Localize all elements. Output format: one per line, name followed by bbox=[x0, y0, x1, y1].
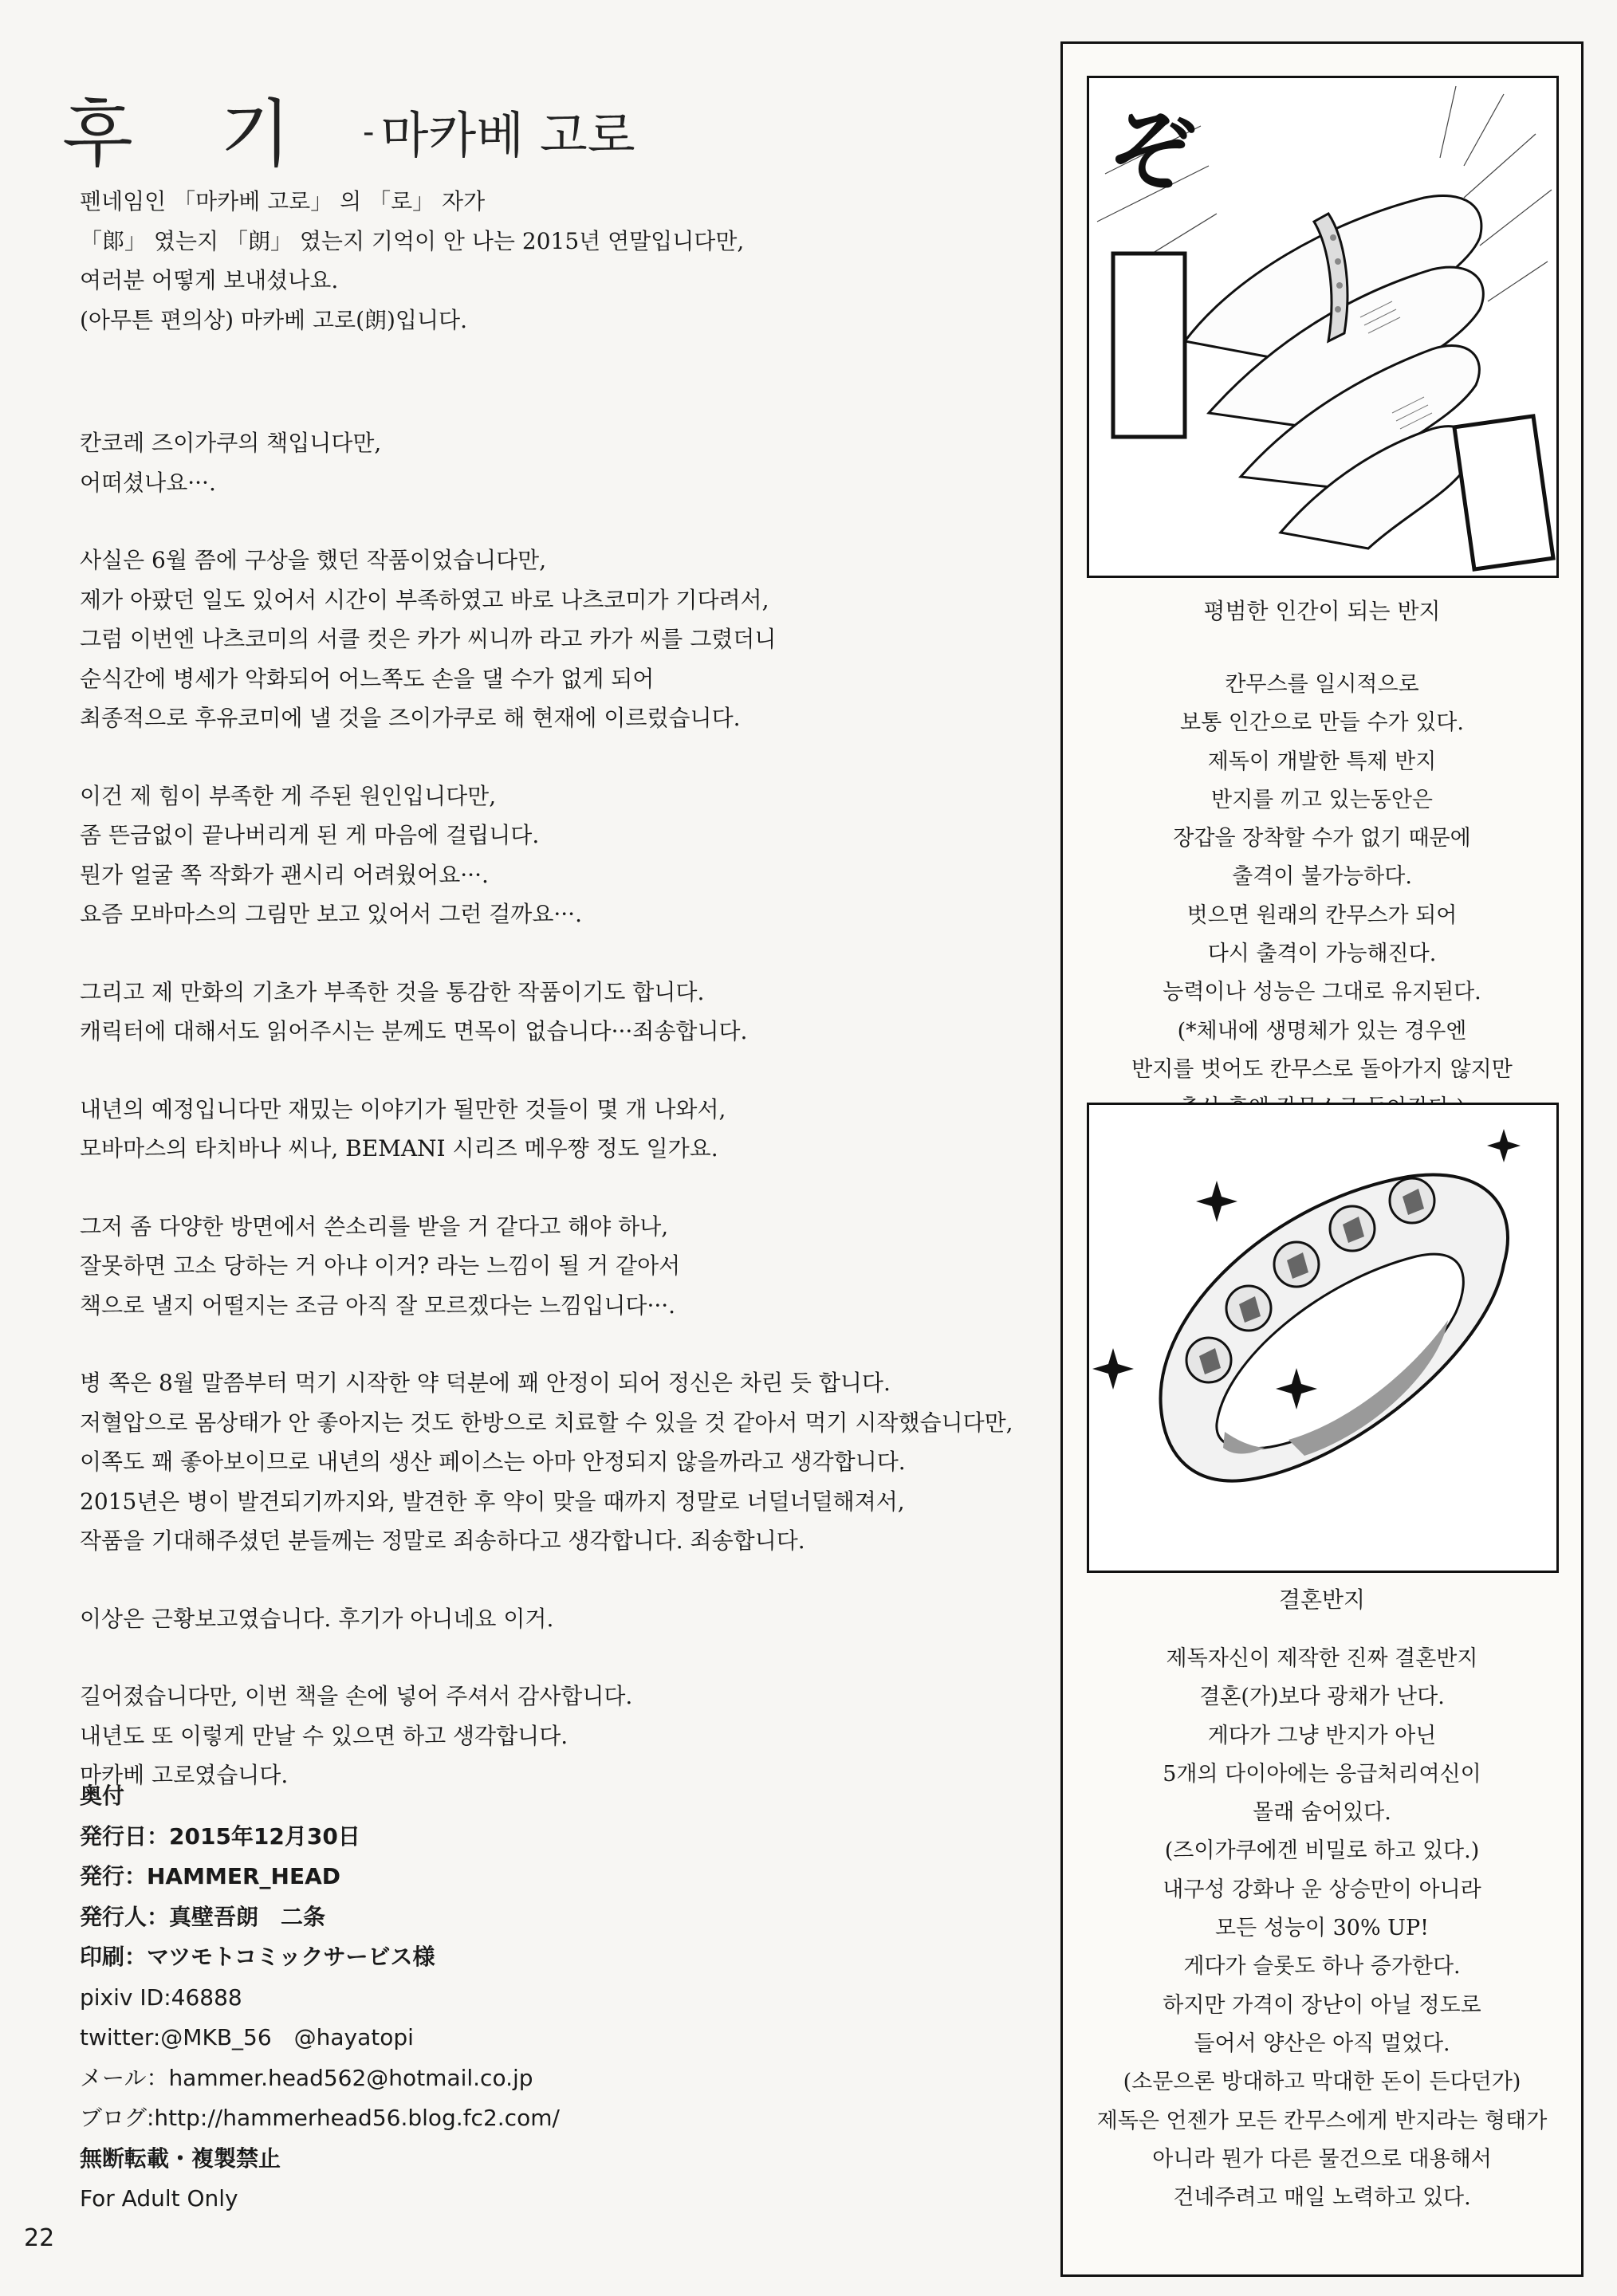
text-line: (소문으론 방대하고 막대한 돈이 든다던가) bbox=[1123, 2070, 1521, 2095]
right-column-frame bbox=[1060, 41, 1584, 2277]
colophon-publisher: 発行：HAMMER_HEAD bbox=[80, 1863, 340, 1889]
text-line: 좀 뜬금없이 끝나버리게 된 게 마음에 걸립니다. bbox=[80, 822, 540, 848]
paragraph bbox=[80, 541, 1021, 738]
paragraph bbox=[80, 1363, 1021, 1561]
paragraph bbox=[80, 1207, 1021, 1326]
text-line: 다시 출격이 가능해진다. bbox=[1207, 942, 1437, 967]
text-line: 칸코레 즈이가쿠의 책입니다만, bbox=[80, 430, 382, 456]
page-number: 22 bbox=[24, 2224, 55, 2252]
author-signature: - 마카베 고로 bbox=[363, 106, 635, 164]
colophon-heading: 奥付 bbox=[80, 1783, 125, 1809]
text-line: 캐릭터에 대해서도 읽어주시는 분께도 면목이 없습니다···죄송합니다. bbox=[80, 1018, 748, 1044]
afterword-body bbox=[80, 182, 1021, 1795]
text-line: 제가 아팠던 일도 있어서 시간이 부족하였고 바로 나츠코미가 기다려서, bbox=[80, 586, 769, 613]
panel-wedding-ring bbox=[1087, 1103, 1559, 1573]
text-line: 내년도 또 이렇게 만날 수 있으면 하고 생각합니다. bbox=[80, 1722, 569, 1749]
text-line: 어떠셨나요···. bbox=[80, 469, 216, 496]
text-line: 책으로 낼지 어떨지는 조금 아직 잘 모르겠다는 느낌입니다···. bbox=[80, 1292, 676, 1319]
text-line: 결혼(가)보다 광채가 난다. bbox=[1199, 1685, 1445, 1710]
text-line: 내년의 예정입니다만 재밌는 이야기가 될만한 것들이 몇 개 나와서, bbox=[80, 1095, 726, 1122]
colophon-mail: メール：hammer.head562@hotmail.co.jp bbox=[80, 2064, 533, 2091]
text-line: 제독은 언젠가 모든 칸무스에게 반지라는 형태가 bbox=[1096, 2108, 1548, 2133]
text-line: 뭔가 얼굴 쪽 작화가 괜시리 어려웠어요···. bbox=[80, 861, 489, 888]
paragraph bbox=[80, 776, 1021, 934]
text-line: 요즘 모바마스의 그림만 보고 있어서 그런 걸까요···. bbox=[80, 901, 582, 927]
text-line: 제독자신이 제작한 진짜 결혼반지 bbox=[1166, 1646, 1478, 1671]
colophon-printer: 印刷：マツモトコミックサービス様 bbox=[80, 1944, 435, 1970]
text-line: (*체내에 생명체가 있는 경우엔 bbox=[1177, 1018, 1467, 1044]
text-line: 이쪽도 꽤 좋아보이므로 내년의 생산 페이스는 아마 안정되지 않을까라고 생각합니다. bbox=[80, 1449, 906, 1475]
text-line: 그리고 제 만화의 기초가 부족한 것을 통감한 작품이기도 합니다. bbox=[80, 978, 705, 1005]
panel1-caption: 평범한 인간이 되는 반지 bbox=[1203, 598, 1441, 624]
text-line: 순식간에 병세가 악화되어 어느쪽도 손을 댈 수가 없게 되어 bbox=[80, 665, 655, 692]
colophon-pixiv: pixiv ID:46888 bbox=[80, 1983, 242, 2011]
text-line: 들어서 양산은 아직 멀었다. bbox=[1194, 2031, 1450, 2056]
colophon-twitter: twitter:@MKB_56 @hayatopi bbox=[80, 2024, 414, 2050]
colophon-blog: ブログ:http://hammerhead56.blog.fc2.com/ bbox=[80, 2105, 560, 2131]
text-line: 저혈압으로 몸상태가 안 좋아지는 것도 한방으로 치료할 수 있을 것 같아서 먹기 시작했습니다만, bbox=[80, 1409, 1013, 1436]
panel1-description bbox=[1063, 666, 1581, 1128]
text-line: 모든 성능이 30% UP! bbox=[1215, 1916, 1429, 1941]
text-line: 이상은 근황보고였습니다. 후기가 아니네요 이거. bbox=[80, 1605, 554, 1632]
paragraph bbox=[80, 1090, 1021, 1169]
text-line: 2015년은 병이 발견되기까지와, 발견한 후 약이 맞을 때까지 정말로 너덜너덜해져서, bbox=[80, 1488, 905, 1515]
hand-illustration bbox=[1089, 78, 1556, 576]
text-line: 병 쪽은 8월 말쯤부터 먹기 시작한 약 덕분에 꽤 안정이 되어 정신은 차린 듯 합니다. bbox=[80, 1370, 891, 1396]
text-line: 칸무스를 일시적으로 bbox=[1225, 672, 1419, 697]
text-line: 건네주려고 매일 노력하고 있다. bbox=[1173, 2185, 1471, 2211]
page-title: 후 기 bbox=[62, 92, 323, 177]
colophon-date: 発行日：2015年12月30日 bbox=[80, 1822, 360, 1850]
text-line: 보통 인간으로 만들 수가 있다. bbox=[1180, 710, 1464, 736]
paragraph bbox=[80, 973, 1021, 1052]
text-line: 반지를 끼고 있는동안은 bbox=[1211, 787, 1433, 812]
panel2-caption: 결혼반지 bbox=[1278, 1586, 1366, 1613]
colophon-issuer: 発行人：真壁吾朗 二条 bbox=[80, 1903, 326, 1930]
text-line: 그럼 이번엔 나츠코미의 서클 컷은 카가 씨니까 라고 카가 씨를 그렸더니 bbox=[80, 626, 777, 652]
colophon bbox=[80, 1776, 1037, 2219]
text-line: 최종적으로 후유코미에 낼 것을 즈이가쿠로 해 현재에 이르렀습니다. bbox=[80, 705, 741, 731]
text-line: 그저 좀 다양한 방면에서 쓴소리를 받을 거 같다고 해야 하나, bbox=[80, 1213, 669, 1240]
text-line: 벗으면 원래의 칸무스가 되어 bbox=[1186, 902, 1458, 928]
text-line: 제독이 개발한 특제 반지 bbox=[1207, 749, 1437, 774]
text-line: 여러분 어떻게 보내셨나요. bbox=[80, 267, 339, 293]
text-line: (아무튼 편의상) 마카베 고로(朗)입니다. bbox=[80, 306, 467, 333]
paragraph bbox=[80, 182, 1021, 340]
text-line: 길어졌습니다만, 이번 책을 손에 넣어 주셔서 감사합니다. bbox=[80, 1683, 633, 1709]
text-line: 게다가 그냥 반지가 아닌 bbox=[1207, 1723, 1437, 1748]
sfx-text: ぞ bbox=[1108, 100, 1196, 202]
text-line: 잘못하면 고소 당하는 거 아냐 이거? 라는 느낌이 될 거 같아서 bbox=[80, 1252, 681, 1279]
text-line: 출격이 불가능하다. bbox=[1232, 864, 1412, 890]
colophon-notice: 無断転載・複製禁止 bbox=[80, 2145, 281, 2172]
text-line: 몰래 숨어있다. bbox=[1253, 1800, 1391, 1826]
panel-hand-ring bbox=[1087, 76, 1559, 578]
text-line: 마카베 고로였습니다. bbox=[80, 1762, 289, 1788]
text-line: 이건 제 힘이 부족한 게 주된 원인입니다만, bbox=[80, 782, 497, 809]
text-line: 하지만 가격이 장난이 아닐 정도로 bbox=[1163, 1992, 1481, 2018]
text-line: 아니라 뭔가 다른 물건으로 대용해서 bbox=[1152, 2146, 1492, 2172]
author-name: 마카베 고로 bbox=[380, 106, 635, 164]
text-line: 모바마스의 타치바나 씨나, BEMANI 시리즈 메우쨩 정도 일가요. bbox=[80, 1135, 718, 1162]
text-line: 사실은 6월 쯤에 구상을 했던 작품이었습니다만, bbox=[80, 547, 547, 573]
paragraph bbox=[80, 1599, 1021, 1639]
panel2-description bbox=[1063, 1640, 1581, 2217]
text-line: 5개의 다이아에는 응급처리여신이 bbox=[1163, 1761, 1481, 1787]
text-line: (즈이가쿠에겐 비밀로 하고 있다.) bbox=[1164, 1838, 1480, 1864]
text-line: 펜네임인 「마카베 고로」 의 「로」 자가 bbox=[80, 188, 486, 214]
colophon-adult: For Adult Only bbox=[80, 2185, 238, 2211]
text-line: 「郞」 였는지 「朗」 였는지 기억이 안 나는 2015년 연말입니다만, bbox=[80, 227, 745, 254]
paragraph bbox=[80, 423, 1021, 502]
text-line: 능력이나 성능은 그대로 유지된다. bbox=[1163, 980, 1481, 1005]
text-line: 반지를 벗어도 칸무스로 돌아가지 않지만 bbox=[1131, 1056, 1513, 1082]
text-line: 내구성 강화나 운 상승만이 아니라 bbox=[1163, 1877, 1481, 1902]
text-line: 장갑을 장착할 수가 없기 때문에 bbox=[1173, 826, 1471, 851]
text-line: 작품을 기대해주셨던 분들께는 정말로 죄송하다고 생각합니다. 죄송합니다. bbox=[80, 1527, 805, 1554]
text-line: 게다가 슬롯도 하나 증가한다. bbox=[1183, 1954, 1461, 1980]
wedding-ring-illustration bbox=[1089, 1105, 1556, 1571]
